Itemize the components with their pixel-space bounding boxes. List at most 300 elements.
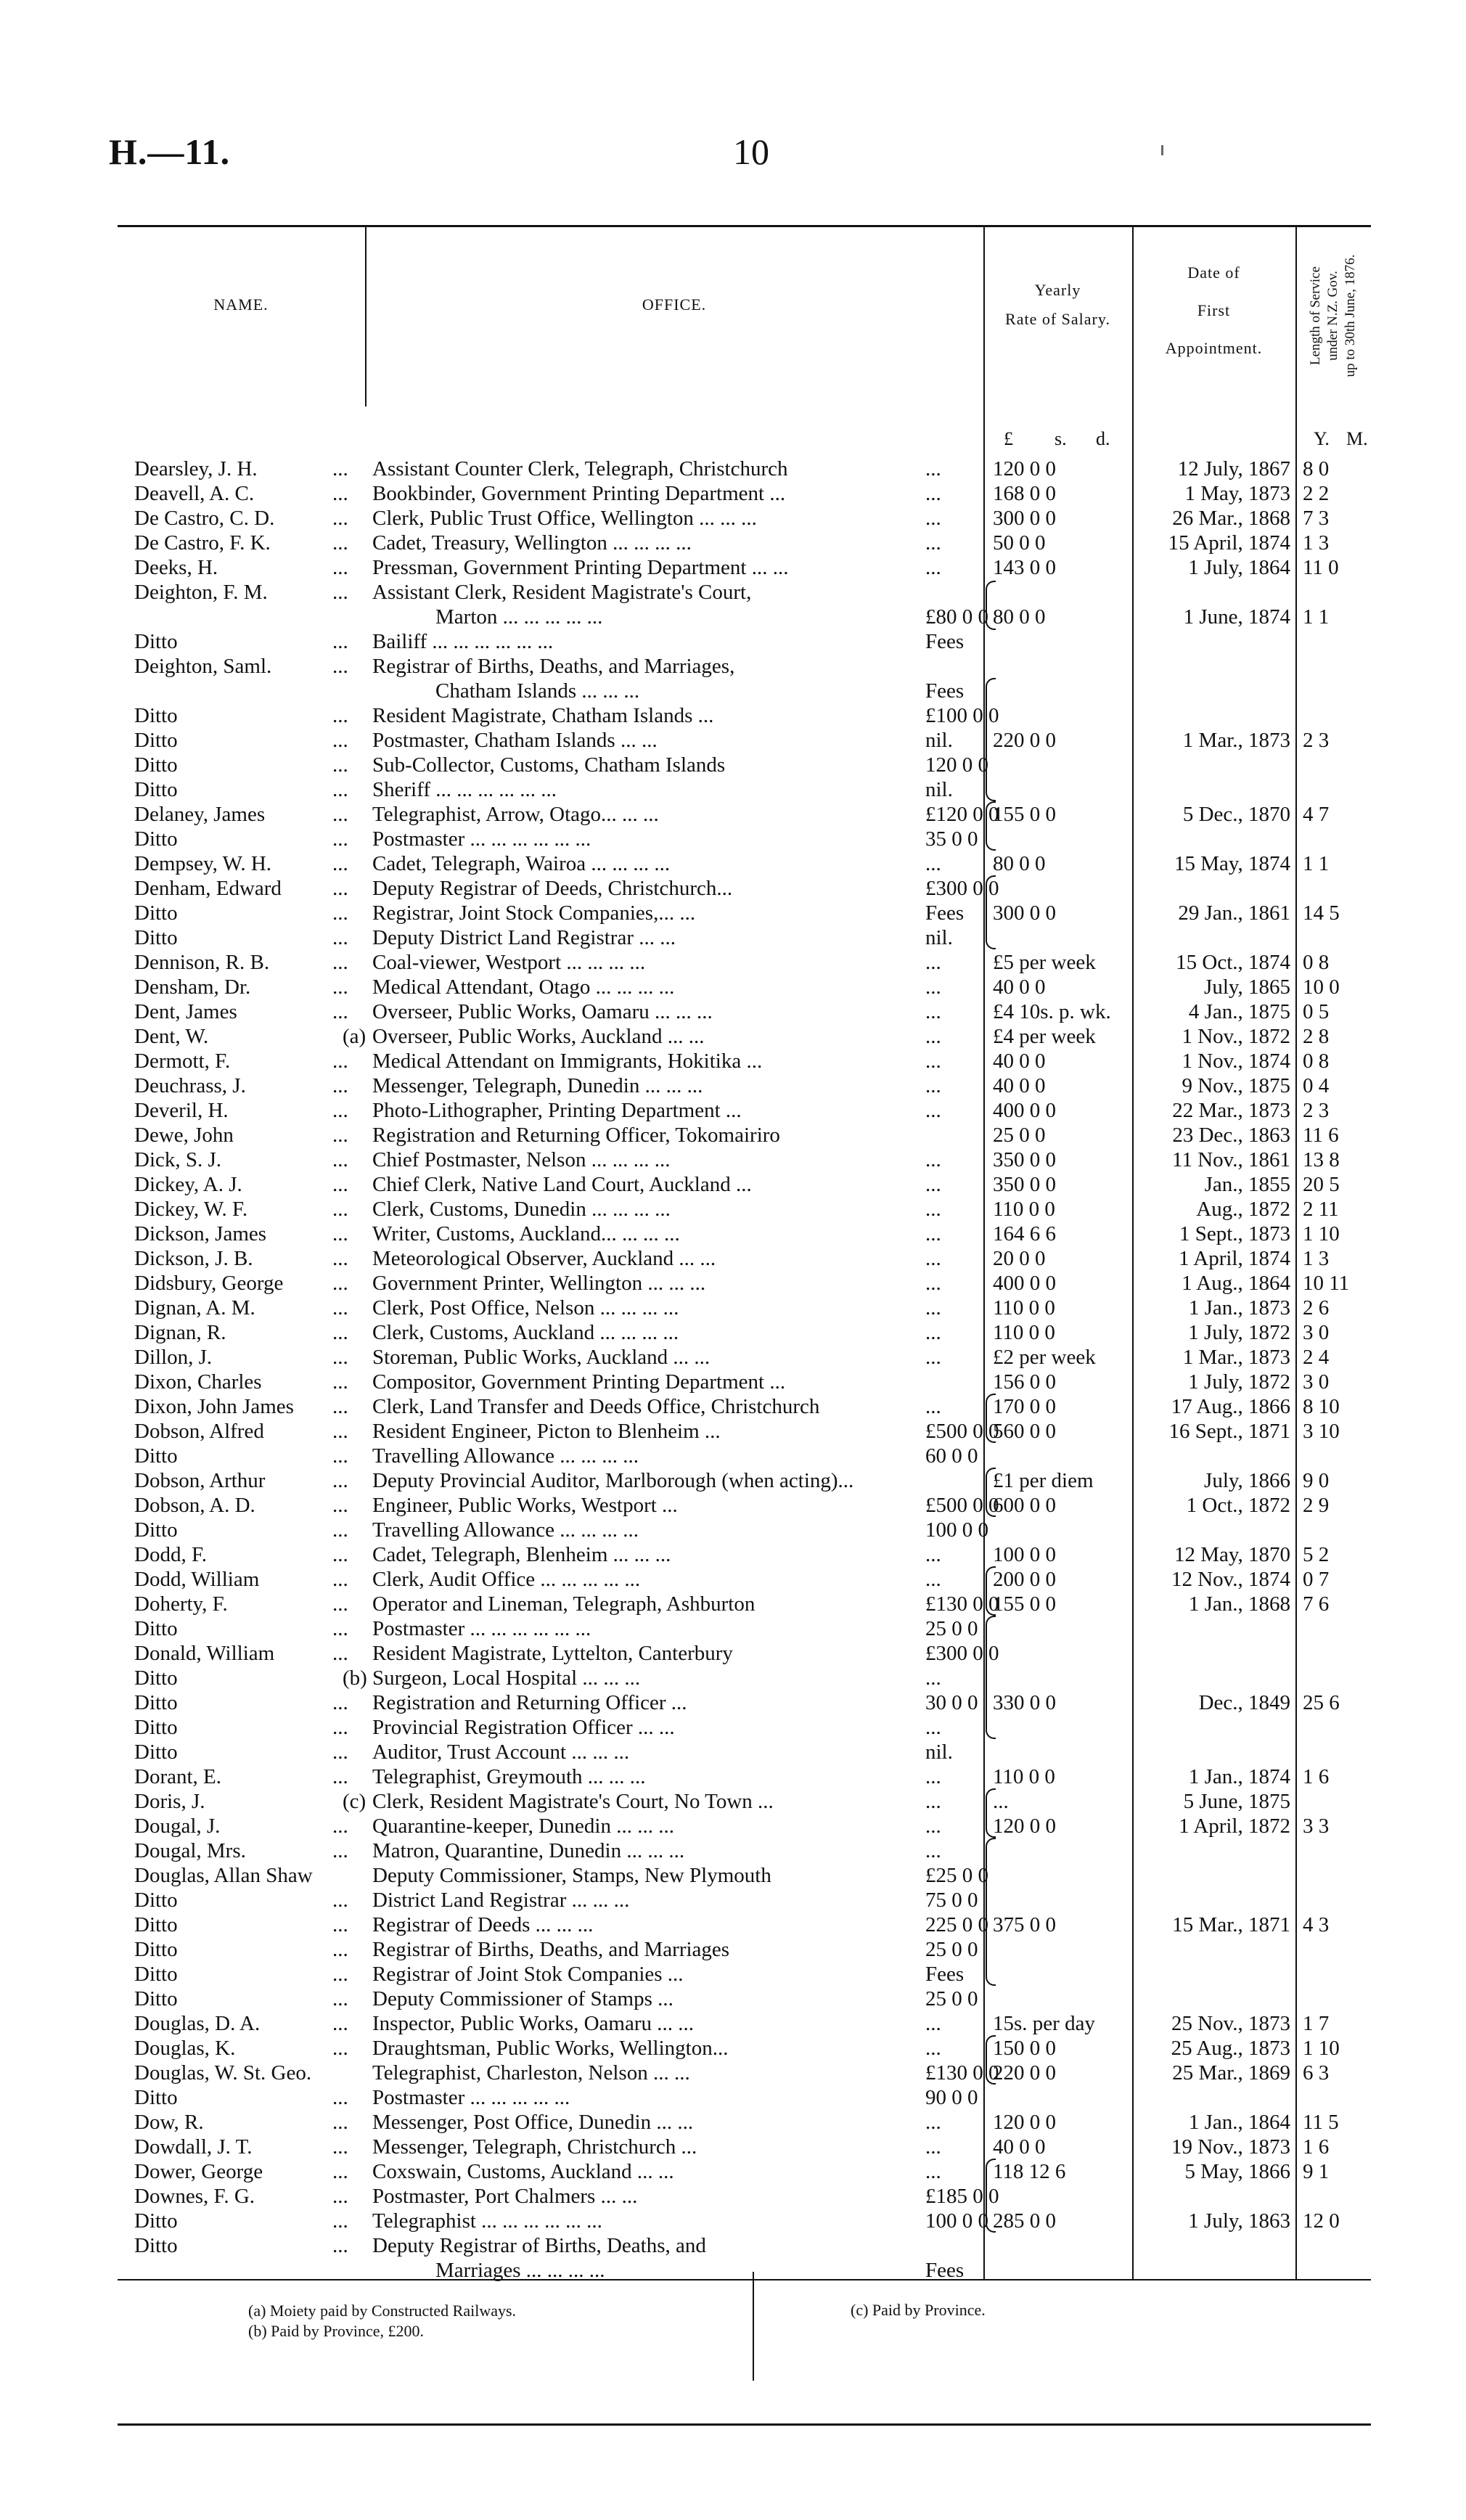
salary-cell: 120 0 0	[993, 457, 1056, 480]
office-cell: Marriages ... ... ... ...	[435, 2259, 605, 2282]
service-cell: 25 6	[1303, 1691, 1340, 1714]
name-cell: Dickey, W. F.	[134, 1198, 248, 1221]
amount-cell: ...	[925, 1025, 941, 1048]
salary-cell: 110 0 0	[993, 1198, 1055, 1221]
salary-cell: 156 0 0	[993, 1370, 1056, 1394]
name-cell: Ditto	[134, 1987, 178, 2010]
table-row	[0, 1468, 1466, 1493]
leader-dots: ...	[332, 1321, 348, 1344]
leader-dots: ...	[332, 581, 348, 604]
amount-cell: ...	[925, 482, 941, 505]
date-cell: 22 Mar., 1873	[1172, 1099, 1290, 1122]
office-cell: Messenger, Post Office, Dunedin ... ...	[372, 2111, 694, 2134]
name-cell: Dickson, J. B.	[134, 1247, 253, 1270]
salary-cell: 375 0 0	[993, 1913, 1056, 1936]
salary-cell: 80 0 0	[993, 852, 1046, 875]
salary-cell: 200 0 0	[993, 1568, 1056, 1591]
leader-dots: ...	[332, 1420, 348, 1443]
office-cell: Postmaster ... ... ... ... ...	[372, 2086, 570, 2109]
office-cell: Messenger, Telegraph, Christchurch ...	[372, 2135, 697, 2159]
amount-cell: ...	[925, 1666, 941, 1690]
name-cell: Dent, W.	[134, 1025, 209, 1048]
name-cell: Dillon, J.	[134, 1346, 213, 1369]
service-cell: 1 1	[1303, 852, 1330, 875]
leader-dots: ...	[332, 926, 348, 949]
service-cell: 11 5	[1303, 2111, 1339, 2134]
name-cell: Dickey, A. J.	[134, 1173, 242, 1196]
office-cell: Auditor, Trust Account ... ... ...	[372, 1740, 630, 1764]
name-cell: Dodd, F.	[134, 1543, 207, 1566]
office-cell: Clerk, Audit Office ... ... ... ... ...	[372, 1568, 641, 1591]
amount-cell: Fees	[925, 630, 965, 653]
salary-cell: 110 0 0	[993, 1321, 1055, 1344]
name-cell: Dobson, Alfred	[134, 1420, 264, 1443]
leader-dots: ...	[332, 1494, 348, 1517]
amount-cell: 25 0 0	[925, 1938, 978, 1961]
table-row	[0, 1320, 1466, 1345]
service-cell: 20 5	[1303, 1173, 1340, 1196]
name-cell: Ditto	[134, 753, 178, 777]
document-reference: H.—11.	[109, 131, 231, 172]
leader-dots: ...	[332, 2185, 348, 2208]
date-cell: 26 Mar., 1868	[1172, 507, 1290, 530]
table-row	[0, 1690, 1466, 1715]
amount-cell: £130 0 0	[925, 1592, 999, 1616]
amount-cell: ...	[925, 1765, 941, 1788]
office-cell: Telegraphist, Greymouth ... ... ...	[372, 1765, 646, 1788]
table-row	[0, 1246, 1466, 1271]
table-row	[0, 2011, 1466, 2036]
table-row	[0, 531, 1466, 555]
amount-cell: ...	[925, 457, 941, 480]
salary-cell: 285 0 0	[993, 2209, 1056, 2233]
office-cell: Matron, Quarantine, Dunedin ... ... ...	[372, 1839, 685, 1862]
leader-dots: ...	[332, 729, 348, 752]
note-cell: (b)	[343, 1666, 367, 1690]
service-cell: 10 11	[1303, 1272, 1350, 1295]
salary-cell: 120 0 0	[993, 2111, 1056, 2134]
service-cell: 2 2	[1303, 482, 1330, 505]
table-row	[0, 1592, 1466, 1616]
name-cell: Ditto	[134, 1740, 178, 1764]
table-row	[0, 1197, 1466, 1222]
name-cell: De Castro, C. D.	[134, 507, 275, 530]
table-row	[0, 1838, 1466, 1863]
salary-cell: 143 0 0	[993, 556, 1056, 579]
page-number: 10	[733, 131, 769, 172]
office-cell: Assistant Clerk, Resident Magistrate's Court,	[372, 581, 752, 604]
leader-dots: ...	[332, 778, 348, 801]
office-cell: Deputy Provincial Auditor, Marlborough (when acting)...	[372, 1469, 854, 1492]
table-row	[0, 2135, 1466, 2159]
table-row	[0, 975, 1466, 999]
service-cell: 4 7	[1303, 803, 1330, 826]
date-cell: 1 July, 1872	[1188, 1370, 1290, 1394]
table-row	[0, 1123, 1466, 1148]
service-cell: 3 3	[1303, 1815, 1330, 1838]
name-cell: Ditto	[134, 1666, 178, 1690]
amount-cell: nil.	[925, 778, 953, 801]
table-row	[0, 1271, 1466, 1296]
service-cell: 0 5	[1303, 1000, 1330, 1023]
amount-cell: ...	[925, 1790, 941, 1813]
date-cell: 15 Oct., 1874	[1176, 951, 1290, 974]
office-cell: Chief Clerk, Native Land Court, Auckland ...	[372, 1173, 752, 1196]
salary-cell: 40 0 0	[993, 975, 1046, 999]
date-cell: 1 April, 1874	[1179, 1247, 1290, 1270]
name-cell: Ditto	[134, 1518, 178, 1542]
office-cell: Deputy Commissioner, Stamps, New Plymouth	[372, 1864, 771, 1887]
name-cell: Dougal, J.	[134, 1815, 221, 1838]
office-cell: Engineer, Public Works, Westport ...	[372, 1494, 678, 1517]
salary-cell: 110 0 0	[993, 1296, 1055, 1320]
table-row	[0, 2233, 1466, 2258]
amount-cell: ...	[925, 2160, 941, 2183]
date-cell: 1 Sept., 1873	[1179, 1222, 1290, 1245]
service-cell: 9 1	[1303, 2160, 1330, 2183]
table-row	[0, 1024, 1466, 1049]
amount-cell: ...	[925, 975, 941, 999]
leader-dots: ...	[332, 1222, 348, 1245]
amount-cell: 25 0 0	[925, 1987, 978, 2010]
salary-cell: £5 per week	[993, 951, 1096, 974]
table-row	[0, 1394, 1466, 1419]
amount-cell: ...	[925, 1716, 941, 1739]
office-cell: Deputy District Land Registrar ... ...	[372, 926, 676, 949]
name-cell: Dorant, E.	[134, 1765, 221, 1788]
amount-cell: 225 0 0	[925, 1913, 988, 1936]
name-cell: Dignan, A. M.	[134, 1296, 255, 1320]
date-cell: July, 1866	[1204, 1469, 1290, 1492]
name-cell: Doris, J.	[134, 1790, 205, 1813]
leader-dots: ...	[332, 507, 348, 530]
table-row	[0, 753, 1466, 777]
amount-cell: 35 0 0	[925, 827, 978, 851]
amount-cell: 100 0 0	[925, 2209, 988, 2233]
office-cell: Inspector, Public Works, Oamaru ... ...	[372, 2012, 694, 2035]
amount-cell: nil.	[925, 1740, 953, 1764]
name-cell: Ditto	[134, 729, 178, 752]
leader-dots: ...	[332, 901, 348, 925]
leader-dots: ...	[332, 1247, 348, 1270]
date-cell: 1 Jan., 1873	[1188, 1296, 1290, 1320]
office-cell: Quarantine-keeper, Dunedin ... ... ...	[372, 1815, 674, 1838]
amount-cell: 30 0 0	[925, 1691, 978, 1714]
service-cell: 7 6	[1303, 1592, 1330, 1616]
amount-cell: ...	[925, 951, 941, 974]
amount-cell: ...	[925, 852, 941, 875]
amount-cell: £300 0 0	[925, 877, 999, 900]
date-cell: 1 Aug., 1864	[1182, 1272, 1290, 1295]
leader-dots: ...	[332, 1148, 348, 1171]
office-cell: Assistant Counter Clerk, Telegraph, Christchurch	[372, 457, 788, 480]
leader-dots: ...	[332, 1074, 348, 1097]
office-cell: Clerk, Resident Magistrate's Court, No Town ...	[372, 1790, 774, 1813]
amount-cell: 90 0 0	[925, 2086, 978, 2109]
salary-cell: 164 6 6	[993, 1222, 1056, 1245]
office-cell: Cadet, Telegraph, Blenheim ... ... ...	[372, 1543, 671, 1566]
unit-shillings: s.	[1055, 428, 1067, 449]
office-cell: Travelling Allowance ... ... ... ...	[372, 1518, 639, 1542]
date-cell: 15 April, 1874	[1168, 531, 1290, 555]
name-cell: Ditto	[134, 704, 178, 727]
table-row	[0, 1370, 1466, 1394]
table-row	[0, 1148, 1466, 1172]
office-cell: Overseer, Public Works, Auckland ... ...	[372, 1025, 705, 1048]
service-cell: 3 0	[1303, 1321, 1330, 1344]
amount-cell: £300 0 0	[925, 1642, 999, 1665]
amount-cell: ...	[925, 1346, 941, 1369]
service-cell: 4 3	[1303, 1913, 1330, 1936]
salary-cell: 168 0 0	[993, 482, 1056, 505]
footnote-a: (a) Moiety paid by Constructed Railways.	[248, 2302, 517, 2320]
name-cell: Densham, Dr.	[134, 975, 251, 999]
office-cell: Registrar of Births, Deaths, and Marriages	[372, 1938, 730, 1961]
leader-dots: ...	[332, 2037, 348, 2060]
date-cell: 25 Mar., 1869	[1172, 2061, 1290, 2085]
salary-cell: 155 0 0	[993, 1592, 1056, 1616]
office-cell: Telegraphist, Charleston, Nelson ... ...	[372, 2061, 690, 2085]
office-cell: Clerk, Customs, Dunedin ... ... ... ...	[372, 1198, 671, 1221]
amount-cell: £185 0 0	[925, 2185, 999, 2208]
name-cell: Downes, F. G.	[134, 2185, 255, 2208]
service-cell: 8 10	[1303, 1395, 1340, 1418]
office-cell: Registrar, Joint Stock Companies,... ...	[372, 901, 696, 925]
table-row	[0, 1764, 1466, 1789]
name-cell: Dennison, R. B.	[134, 951, 270, 974]
salary-cell: 40 0 0	[993, 1050, 1046, 1073]
service-cell: 2 8	[1303, 1025, 1330, 1048]
office-cell: Compositor, Government Printing Department ...	[372, 1370, 786, 1394]
amount-cell: ...	[925, 2111, 941, 2134]
service-cell: 7 3	[1303, 507, 1330, 530]
office-cell: Medical Attendant on Immigrants, Hokitika ...	[372, 1050, 763, 1073]
service-cell: 1 3	[1303, 1247, 1330, 1270]
table-row	[0, 777, 1466, 802]
office-cell: Postmaster, Chatham Islands ... ...	[372, 729, 658, 752]
date-cell: 25 Aug., 1873	[1171, 2037, 1290, 2060]
name-cell: Dignan, R.	[134, 1321, 226, 1344]
name-cell: Ditto	[134, 926, 178, 949]
amount-cell: ...	[925, 1198, 941, 1221]
service-cell: 0 8	[1303, 951, 1330, 974]
table-row	[0, 851, 1466, 876]
table-row	[0, 580, 1466, 605]
office-cell: Clerk, Post Office, Nelson ... ... ... ...	[372, 1296, 679, 1320]
name-cell: Ditto	[134, 827, 178, 851]
office-cell: Postmaster ... ... ... ... ... ...	[372, 1617, 591, 1640]
name-cell: Ditto	[134, 2234, 178, 2257]
table-row	[0, 1296, 1466, 1320]
amount-cell: £80 0 0	[925, 605, 988, 629]
name-cell: Deeks, H.	[134, 556, 218, 579]
leader-dots: ...	[332, 1740, 348, 1764]
leader-dots: ...	[332, 2012, 348, 2035]
table-row	[0, 1987, 1466, 2011]
date-cell: 1 Oct., 1872	[1186, 1494, 1290, 1517]
salary-cell: 330 0 0	[993, 1691, 1056, 1714]
unit-months: M.	[1346, 428, 1368, 449]
name-cell: Ditto	[134, 1889, 178, 1912]
office-cell: Government Printer, Wellington ... ... ...	[372, 1272, 706, 1295]
amount-cell: 25 0 0	[925, 1617, 978, 1640]
table-row	[0, 2085, 1466, 2110]
service-cell: 0 4	[1303, 1074, 1330, 1097]
table-row	[0, 1419, 1466, 1444]
table-row	[0, 703, 1466, 728]
office-cell: Medical Attendant, Otago ... ... ... ...	[372, 975, 675, 999]
table-row	[0, 1616, 1466, 1641]
salary-cell: 40 0 0	[993, 1074, 1046, 1097]
office-cell: Resident Magistrate, Chatham Islands ...	[372, 704, 714, 727]
amount-cell: ...	[925, 1247, 941, 1270]
table-row	[0, 1641, 1466, 1666]
office-cell: Bailiff ... ... ... ... ... ...	[372, 630, 554, 653]
amount-cell: ...	[925, 1568, 941, 1591]
amount-cell: ...	[925, 2037, 941, 2060]
leader-dots: ...	[332, 1444, 348, 1468]
salary-cell: 600 0 0	[993, 1494, 1056, 1517]
table-row	[0, 1049, 1466, 1073]
leader-dots: ...	[332, 1839, 348, 1862]
header-name: NAME.	[213, 295, 269, 314]
leader-dots: ...	[332, 2111, 348, 2134]
date-cell: July, 1865	[1204, 975, 1290, 999]
table-row	[0, 2159, 1466, 2184]
service-cell: 11 0	[1303, 556, 1339, 579]
name-cell: Douglas, K.	[134, 2037, 236, 2060]
table-row	[0, 1098, 1466, 1123]
office-cell: Bookbinder, Government Printing Department ...	[372, 482, 786, 505]
unit-years: Y.	[1314, 428, 1330, 449]
salary-cell: £2 per week	[993, 1346, 1096, 1369]
name-cell: Didsbury, George	[134, 1272, 284, 1295]
date-cell: 29 Jan., 1861	[1178, 901, 1290, 925]
name-cell: Denham, Edward	[134, 877, 282, 900]
date-cell: 5 May, 1866	[1184, 2160, 1290, 2183]
service-cell: 1 3	[1303, 531, 1330, 555]
date-cell: 12 July, 1867	[1177, 457, 1290, 480]
name-cell: Dearsley, J. H.	[134, 457, 258, 480]
leader-dots: ...	[332, 556, 348, 579]
amount-cell: £130 0 0	[925, 2061, 999, 2085]
amount-cell: Fees	[925, 1963, 965, 1986]
salary-cell: 50 0 0	[993, 531, 1046, 555]
office-cell: Writer, Customs, Auckland... ... ... ...	[372, 1222, 680, 1245]
salary-cell: 350 0 0	[993, 1173, 1056, 1196]
office-cell: Chief Postmaster, Nelson ... ... ... ...	[372, 1148, 671, 1171]
amount-cell: 100 0 0	[925, 1518, 988, 1542]
name-cell: Donald, William	[134, 1642, 275, 1665]
service-cell: 1 10	[1303, 2037, 1340, 2060]
name-cell: Dodd, William	[134, 1568, 260, 1591]
name-cell: Dower, George	[134, 2160, 263, 2183]
date-cell: 1 May, 1873	[1184, 482, 1290, 505]
name-cell: Dixon, John James	[134, 1395, 294, 1418]
note-cell: (c)	[343, 1790, 366, 1813]
name-cell: Dick, S. J.	[134, 1148, 222, 1171]
amount-cell: Fees	[925, 901, 965, 925]
office-cell: Resident Engineer, Picton to Blenheim ...	[372, 1420, 721, 1443]
name-cell: Dent, James	[134, 1000, 237, 1023]
amount-cell: 75 0 0	[925, 1889, 978, 1912]
office-cell: Operator and Lineman, Telegraph, Ashburton	[372, 1592, 755, 1616]
amount-cell: nil.	[925, 926, 953, 949]
leader-dots: ...	[332, 2135, 348, 2159]
table-row	[0, 1345, 1466, 1370]
date-cell: 5 June, 1875	[1183, 1790, 1290, 1813]
office-cell: Deputy Commissioner of Stamps ...	[372, 1987, 673, 2010]
amount-cell: ...	[925, 507, 941, 530]
service-cell: 2 9	[1303, 1494, 1330, 1517]
service-cell: 2 3	[1303, 1099, 1330, 1122]
amount-cell: ...	[925, 1222, 941, 1245]
unit-pounds: £	[1004, 428, 1013, 449]
salary-cell: 15s. per day	[993, 2012, 1095, 2035]
header-office: OFFICE.	[642, 295, 707, 314]
service-cell: 2 3	[1303, 729, 1330, 752]
service-cell: 2 4	[1303, 1346, 1330, 1369]
salary-cell: 220 0 0	[993, 2061, 1056, 2085]
leader-dots: ...	[332, 803, 348, 826]
leader-dots: ...	[332, 1617, 348, 1640]
date-cell: 15 Mar., 1871	[1172, 1913, 1290, 1936]
name-cell: Dermott, F.	[134, 1050, 231, 1073]
name-cell: Ditto	[134, 1617, 178, 1640]
amount-cell: 60 0 0	[925, 1444, 978, 1468]
amount-cell: ...	[925, 1815, 941, 1838]
name-cell: Ditto	[134, 1913, 178, 1936]
name-cell: Douglas, Allan Shaw	[134, 1864, 313, 1887]
header-salary: Yearly Rate of Salary.	[1005, 281, 1110, 328]
leader-dots: ...	[332, 1272, 348, 1295]
leader-dots: ...	[332, 1124, 348, 1147]
note-cell: (a)	[343, 1025, 366, 1048]
leader-dots: ...	[332, 1568, 348, 1591]
footnote-b: (b) Paid by Province, £200.	[248, 2322, 424, 2340]
service-cell: 1 6	[1303, 2135, 1330, 2159]
name-cell: Dobson, Arthur	[134, 1469, 266, 1492]
date-cell: 25 Nov., 1873	[1171, 2012, 1290, 2035]
table-row	[0, 2184, 1466, 2209]
amount-cell: ...	[925, 531, 941, 555]
table-row	[0, 925, 1466, 950]
office-cell: Coxswain, Customs, Auckland ... ...	[372, 2160, 674, 2183]
name-cell: Deuchrass, J.	[134, 1074, 246, 1097]
leader-dots: ...	[332, 1765, 348, 1788]
name-cell: De Castro, F. K.	[134, 531, 271, 555]
office-cell: Messenger, Telegraph, Dunedin ... ... ...	[372, 1074, 703, 1097]
name-cell: Dowdall, J. T.	[134, 2135, 253, 2159]
leader-dots: ...	[332, 1370, 348, 1394]
name-cell: Dixon, Charles	[134, 1370, 262, 1394]
name-cell: Dougal, Mrs.	[134, 1839, 246, 1862]
table-row	[0, 1740, 1466, 1764]
salary-cell: 170 0 0	[993, 1395, 1056, 1418]
date-cell: 1 July, 1863	[1188, 2209, 1290, 2233]
leader-dots: ...	[332, 1938, 348, 1961]
office-cell: Draughtsman, Public Works, Wellington...	[372, 2037, 729, 2060]
service-cell: 0 8	[1303, 1050, 1330, 1073]
name-cell: Ditto	[134, 1691, 178, 1714]
date-cell: 1 June, 1874	[1183, 605, 1290, 629]
table-row	[0, 1666, 1466, 1690]
leader-dots: ...	[332, 975, 348, 999]
office-cell: Deputy Registrar of Deeds, Christchurch...	[372, 877, 733, 900]
office-cell: Coal-viewer, Westport ... ... ... ...	[372, 951, 646, 974]
table-row	[0, 827, 1466, 851]
name-cell: Ditto	[134, 778, 178, 801]
